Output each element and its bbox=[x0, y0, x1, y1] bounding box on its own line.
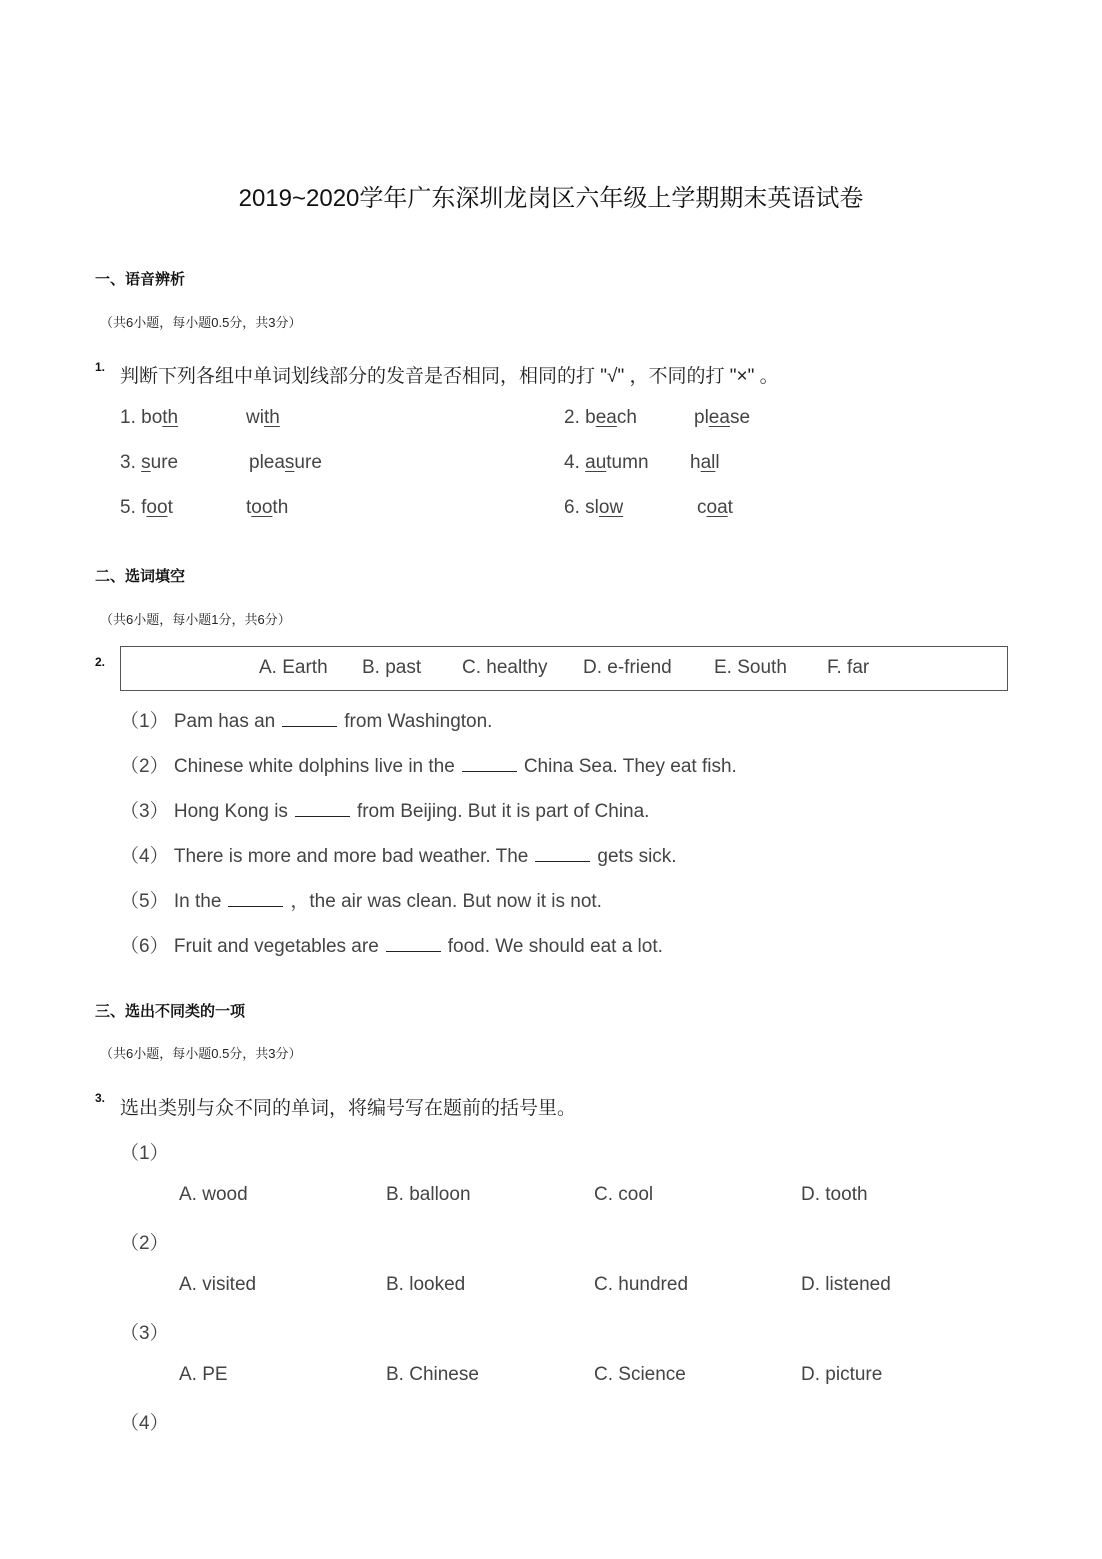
odd-one-out-item-2-number: （2） bbox=[120, 1233, 169, 1254]
odd-option-1d: D. tooth bbox=[801, 1184, 868, 1205]
odd-option-2c: C. hundred bbox=[594, 1274, 689, 1295]
word-option-d: D. e-friend bbox=[583, 657, 672, 678]
section-heading-2: 二、选词填空 bbox=[95, 568, 186, 585]
odd-option-3b: B. Chinese bbox=[386, 1364, 479, 1385]
word-option-b: B. past bbox=[362, 657, 422, 678]
odd-option-1b: B. balloon bbox=[386, 1184, 471, 1205]
section-heading-1: 一、语音辨析 bbox=[95, 271, 186, 288]
question-stem-1: 判断下列各组中单词划线部分的发音是否相同，相同的打 "√" ，不同的打 "×" 。 bbox=[120, 366, 779, 387]
odd-one-out-item-1-number: （1） bbox=[120, 1143, 169, 1164]
answer-blank[interactable] bbox=[228, 888, 283, 907]
odd-option-3c: C. Science bbox=[594, 1364, 686, 1385]
phonics-item-2-word2: please bbox=[694, 407, 751, 428]
section-note-2: （共6小题，每小题1分，共6分） bbox=[100, 612, 291, 627]
phonics-item-5-word2: tooth bbox=[246, 497, 289, 518]
fill-item-2: （2） Chinese white dolphins live in the China Sea. They eat fish. bbox=[120, 751, 737, 778]
odd-option-1c: C. cool bbox=[594, 1184, 654, 1205]
phonics-item-6-word2: coat bbox=[697, 497, 733, 518]
phonics-item-2: 2. beach bbox=[564, 407, 637, 428]
page-title: 2019~2020学年广东深圳龙岗区六年级上学期期末英语试卷 bbox=[238, 185, 864, 212]
odd-one-out-item-4-number: （4） bbox=[120, 1413, 169, 1434]
phonics-item-4-word2: hall bbox=[690, 452, 720, 473]
word-option-c: C. healthy bbox=[462, 657, 548, 678]
word-bank-box bbox=[120, 646, 1008, 691]
word-option-e: E. South bbox=[714, 657, 787, 678]
phonics-item-1-word2: with bbox=[246, 407, 280, 428]
odd-option-2a: A. visited bbox=[179, 1274, 257, 1295]
question-number-1: 1. bbox=[95, 360, 106, 374]
section-note-1: （共6小题，每小题0.5分，共3分） bbox=[100, 315, 302, 330]
answer-blank[interactable] bbox=[535, 843, 590, 862]
fill-item-6: （6） Fruit and vegetables are food. We should eat a lot. bbox=[120, 931, 663, 958]
odd-option-2b: B. looked bbox=[386, 1274, 466, 1295]
word-option-a: A. Earth bbox=[259, 657, 328, 678]
phonics-item-5: 5. foot bbox=[120, 497, 173, 518]
phonics-item-3: 3. sure bbox=[120, 452, 179, 473]
question-number-3: 3. bbox=[95, 1091, 106, 1105]
question-number-2: 2. bbox=[95, 655, 106, 669]
fill-item-1: （1） Pam has an from Washington. bbox=[120, 706, 492, 733]
section-note-3: （共6小题，每小题0.5分，共3分） bbox=[100, 1046, 302, 1061]
fill-item-4: （4） There is more and more bad weather. The gets sick. bbox=[120, 841, 677, 868]
odd-option-2d: D. listened bbox=[801, 1274, 891, 1295]
answer-blank[interactable] bbox=[462, 753, 517, 772]
answer-blank[interactable] bbox=[295, 798, 350, 817]
answer-blank[interactable] bbox=[386, 933, 441, 952]
phonics-item-3-word2: pleasure bbox=[249, 452, 322, 473]
phonics-item-1: 1. both bbox=[120, 407, 179, 428]
phonics-item-4: 4. autumn bbox=[564, 452, 649, 473]
word-option-f: F. far bbox=[827, 657, 870, 678]
phonics-item-6: 6. slow bbox=[564, 497, 624, 518]
odd-option-3d: D. picture bbox=[801, 1364, 883, 1385]
section-heading-3: 三、选出不同类的一项 bbox=[95, 1003, 246, 1020]
fill-item-5: （5） In the ，the air was clean. But now it is not. bbox=[120, 886, 602, 913]
odd-one-out-item-3-number: （3） bbox=[120, 1323, 169, 1344]
fill-item-3: （3） Hong Kong is from Beijing. But it is part of China. bbox=[120, 796, 649, 823]
odd-option-1a: A. wood bbox=[179, 1184, 248, 1205]
question-stem-3: 选出类别与众不同的单词，将编号写在题前的括号里。 bbox=[120, 1098, 577, 1119]
odd-option-3a: A. PE bbox=[179, 1364, 228, 1385]
answer-blank[interactable] bbox=[282, 708, 337, 727]
